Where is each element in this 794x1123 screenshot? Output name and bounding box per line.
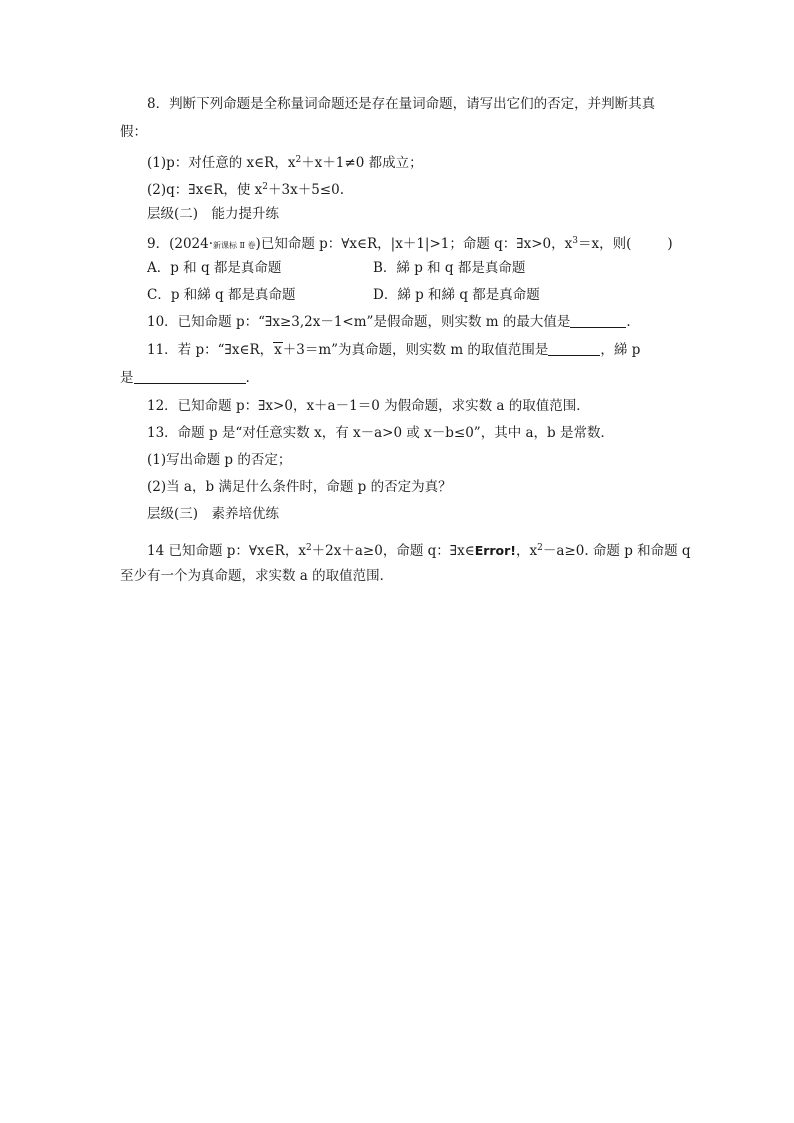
q9-stem-sup: 3 (572, 236, 578, 246)
q8-sub2 (147, 177, 344, 200)
q9-stem-b: ＝x，则( (577, 236, 632, 252)
q8-sub2-text-b: ＋3x＋5≤0. (268, 182, 344, 198)
q8-sub1-sup: 2 (295, 155, 302, 165)
q9-option-d: D．綈 p 和綈 q 都是真命题 (373, 287, 540, 303)
q14-text-c: ，x (516, 543, 538, 559)
q9-option-c: C．p 和綈 q 都是真命题 (147, 287, 296, 303)
level3-heading: 层级(三) 素养培优练 (147, 506, 280, 522)
q10-end: . (626, 314, 631, 330)
q11-line1 (147, 340, 640, 360)
q9-stem-a: )已知命题 p：∀x∈R，|x＋1|>1；命题 q：∃x>0，x (255, 236, 573, 252)
q11-text-c: ，綈 p (600, 342, 641, 358)
q14-sup1: 2 (305, 543, 312, 553)
q9-close: ) (667, 236, 673, 252)
q14-text-d: －a≥0. 命题 p 和命题 q (542, 543, 691, 559)
q9-source: 新课标 Ⅱ 卷 (213, 241, 256, 250)
q8-sub1 (147, 150, 423, 173)
q8-sub1-text-b: ＋x＋1≠0 都成立； (301, 155, 423, 171)
q14-line2: 至少有一个为真命题，求实数 a 的取值范围． (120, 568, 394, 584)
q13-sub2: (2)当 a，b 满足什么条件时，命题 p 的否定为真？ (147, 479, 452, 495)
q11-end: . (245, 370, 250, 386)
q9-stem (147, 231, 673, 256)
q10-line (147, 312, 631, 332)
level2-heading: 层级(二) 能力提升练 (147, 206, 280, 222)
q13-line1: 13．命题 p 是“对任意实数 x，有 x－a>0 或 x－b≤0”，其中 a，b 是常数． (147, 425, 614, 441)
q10-answer-blank (570, 313, 626, 328)
q14-sup2: 2 (537, 543, 543, 553)
q11-text-b: ＋3＝m”为真命题，则实数 m 的取值范围是 (282, 342, 549, 358)
q14-text-b: ＋2x＋a≥0，命题 q：∃x∈ (311, 543, 475, 559)
q9-prefix: 9．(2024· (147, 236, 214, 252)
q8-sub2-sup: 2 (262, 182, 268, 192)
q8-line2: 假： (120, 124, 147, 140)
q9-option-a: A．p 和 q 都是真命题 (147, 260, 282, 276)
q11-line2 (120, 368, 250, 388)
q14-error-text: Error! (474, 543, 517, 558)
q9-option-b: B．綈 p 和 q 都是真命题 (373, 260, 526, 276)
q8-line1: 8．判断下列命题是全称量词命题还是存在量词命题，请写出它们的否定，并判断其真 (147, 96, 656, 112)
q11-line2-text: 是 (120, 370, 134, 386)
q13-sub1: (1)写出命题 p 的否定； (147, 452, 292, 468)
q8-sub2-text-a: (2)q：∃x∈R，使 x (147, 182, 263, 198)
q10-text: 10．已知命题 p：“∃x≥3,2x－1<m”是假命题，则实数 m 的最大值是 (147, 314, 571, 330)
q11-sqrt (273, 342, 283, 357)
q11-answer-blank-2 (134, 369, 246, 384)
q11-sqrt-radicand: x (274, 342, 282, 358)
q14-line1 (147, 538, 691, 561)
q8-sub1-text-a: (1)p：对任意的 x∈R，x (147, 155, 296, 171)
q11-text-a: 11．若 p：“∃x∈R， (147, 342, 274, 358)
q12-line: 12．已知命题 p：∃x>0，x＋a－1＝0 为假命题，求实数 a 的取值范围． (147, 398, 590, 414)
q11-answer-blank-1 (548, 341, 600, 356)
q14-text-a: 14 已知命题 p：∀x∈R，x (147, 543, 306, 559)
